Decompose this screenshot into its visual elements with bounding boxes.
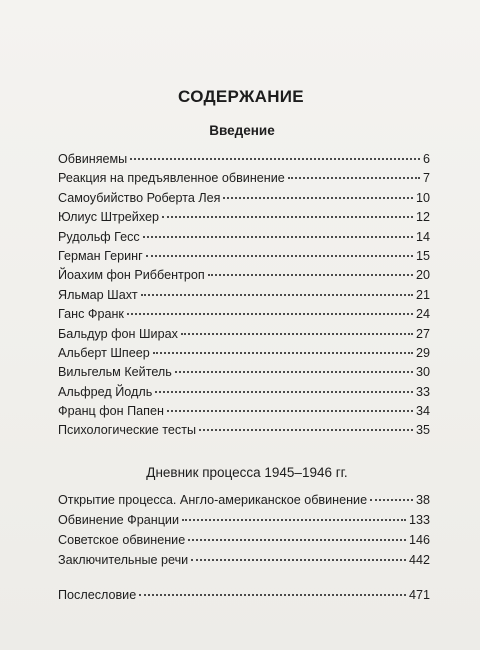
toc-entry-label: Самоубийство Роберта Лея [58, 190, 221, 205]
toc-entry-label: Йоахим фон Риббентроп [58, 268, 205, 283]
toc-entry-label: Ганс Франк [58, 307, 124, 322]
toc-entry [58, 228, 430, 247]
toc-entry [58, 402, 430, 421]
toc-entry-page: 20 [415, 268, 430, 283]
toc-entry-page: 30 [415, 365, 430, 380]
dot-leader [182, 519, 406, 521]
page-title: СОДЕРЖАНИЕ [178, 87, 304, 106]
dot-leader [146, 255, 413, 257]
dot-leader [370, 499, 413, 501]
toc-entry-page: 27 [415, 326, 430, 341]
toc-entry-label: Франц фон Папен [58, 404, 164, 419]
toc-entry-label: Обвинение Франции [58, 512, 180, 527]
toc-entry [58, 421, 430, 440]
toc-entry-label: Психологические тесты [58, 423, 197, 438]
toc-entry [58, 247, 430, 266]
toc-entry-page: 34 [415, 404, 430, 419]
dot-leader [162, 216, 413, 218]
dot-leader [175, 371, 413, 373]
dot-leader [199, 429, 413, 431]
dot-leader [141, 294, 413, 296]
toc-entry-page: 38 [415, 492, 430, 507]
toc-list-diary [58, 491, 430, 571]
toc-entry [58, 344, 430, 363]
toc-entry-label: Альберт Шпеер [58, 345, 150, 360]
toc-entry-label: Советское обвинение [58, 532, 186, 547]
toc-entry-label: Юлиус Штрейхер [58, 210, 160, 225]
toc-entry [58, 383, 430, 402]
toc-entry [58, 551, 430, 571]
toc-entry [58, 189, 430, 208]
toc-entry-label: Яльмар Шахт [58, 287, 138, 302]
toc-entry-page: 133 [408, 512, 430, 527]
toc-entry-page: 24 [415, 307, 430, 322]
dot-leader [188, 539, 406, 541]
dot-leader [208, 274, 413, 276]
toc-entry-page: 14 [415, 229, 430, 244]
toc-entry-page: 21 [415, 287, 430, 302]
dot-leader [143, 236, 413, 238]
toc-entry [58, 305, 430, 324]
toc-entry [58, 208, 430, 227]
toc-entry-label: Послесловие [58, 587, 137, 602]
toc-entry-page: 7 [422, 171, 430, 186]
dot-leader [155, 391, 413, 393]
toc-entry [58, 266, 430, 285]
toc-entry-page: 29 [415, 345, 430, 360]
toc-entry [58, 169, 430, 188]
toc-entry-page: 12 [415, 210, 430, 225]
dot-leader [288, 177, 420, 179]
dot-leader [191, 559, 406, 561]
toc-entry-label: Рудольф Гесс [58, 229, 140, 244]
dot-leader [130, 158, 420, 160]
dot-leader [139, 594, 406, 596]
toc-entry [58, 491, 430, 511]
toc-entry-page: 442 [408, 552, 430, 567]
toc-entry [58, 531, 430, 551]
toc-list-introduction [58, 150, 430, 441]
dot-leader [223, 197, 413, 199]
toc-list-afterword [58, 586, 430, 605]
toc-entry-label: Обвиняемы [58, 152, 128, 166]
toc-entry [58, 325, 430, 344]
toc-entry-page: 10 [415, 190, 430, 205]
section-title-introduction: Введение [209, 123, 275, 138]
table-of-contents [58, 86, 430, 605]
toc-entry-page: 33 [415, 384, 430, 399]
toc-entry-afterword [58, 586, 430, 605]
toc-entry-label: Бальдур фон Ширах [58, 326, 178, 341]
toc-entry-label: Реакция на предъявленное обвинение [58, 171, 285, 186]
toc-entry-page: 146 [408, 532, 430, 547]
toc-entry-page: 6 [422, 152, 430, 166]
toc-entry [58, 286, 430, 305]
section-title-diary: Дневник процесса 1945–1946 гг. [146, 464, 348, 480]
toc-entry [58, 150, 430, 169]
toc-entry-label: Заключительные речи [58, 552, 189, 567]
toc-entry-page: 15 [415, 248, 430, 263]
toc-entry-label: Открытие процесса. Англо-американское обвинение [58, 492, 368, 507]
dot-leader [181, 333, 413, 335]
toc-entry-page: 471 [408, 587, 430, 602]
dot-leader [153, 352, 413, 354]
toc-entry [58, 363, 430, 382]
dot-leader [167, 410, 413, 412]
toc-entry-label: Вильгельм Кейтель [58, 365, 172, 380]
dot-leader [127, 313, 413, 315]
toc-entry-label: Герман Геринг [58, 248, 143, 263]
toc-entry-page: 35 [415, 423, 430, 438]
toc-entry [58, 511, 430, 531]
toc-entry-label: Альфред Йодль [58, 384, 153, 399]
